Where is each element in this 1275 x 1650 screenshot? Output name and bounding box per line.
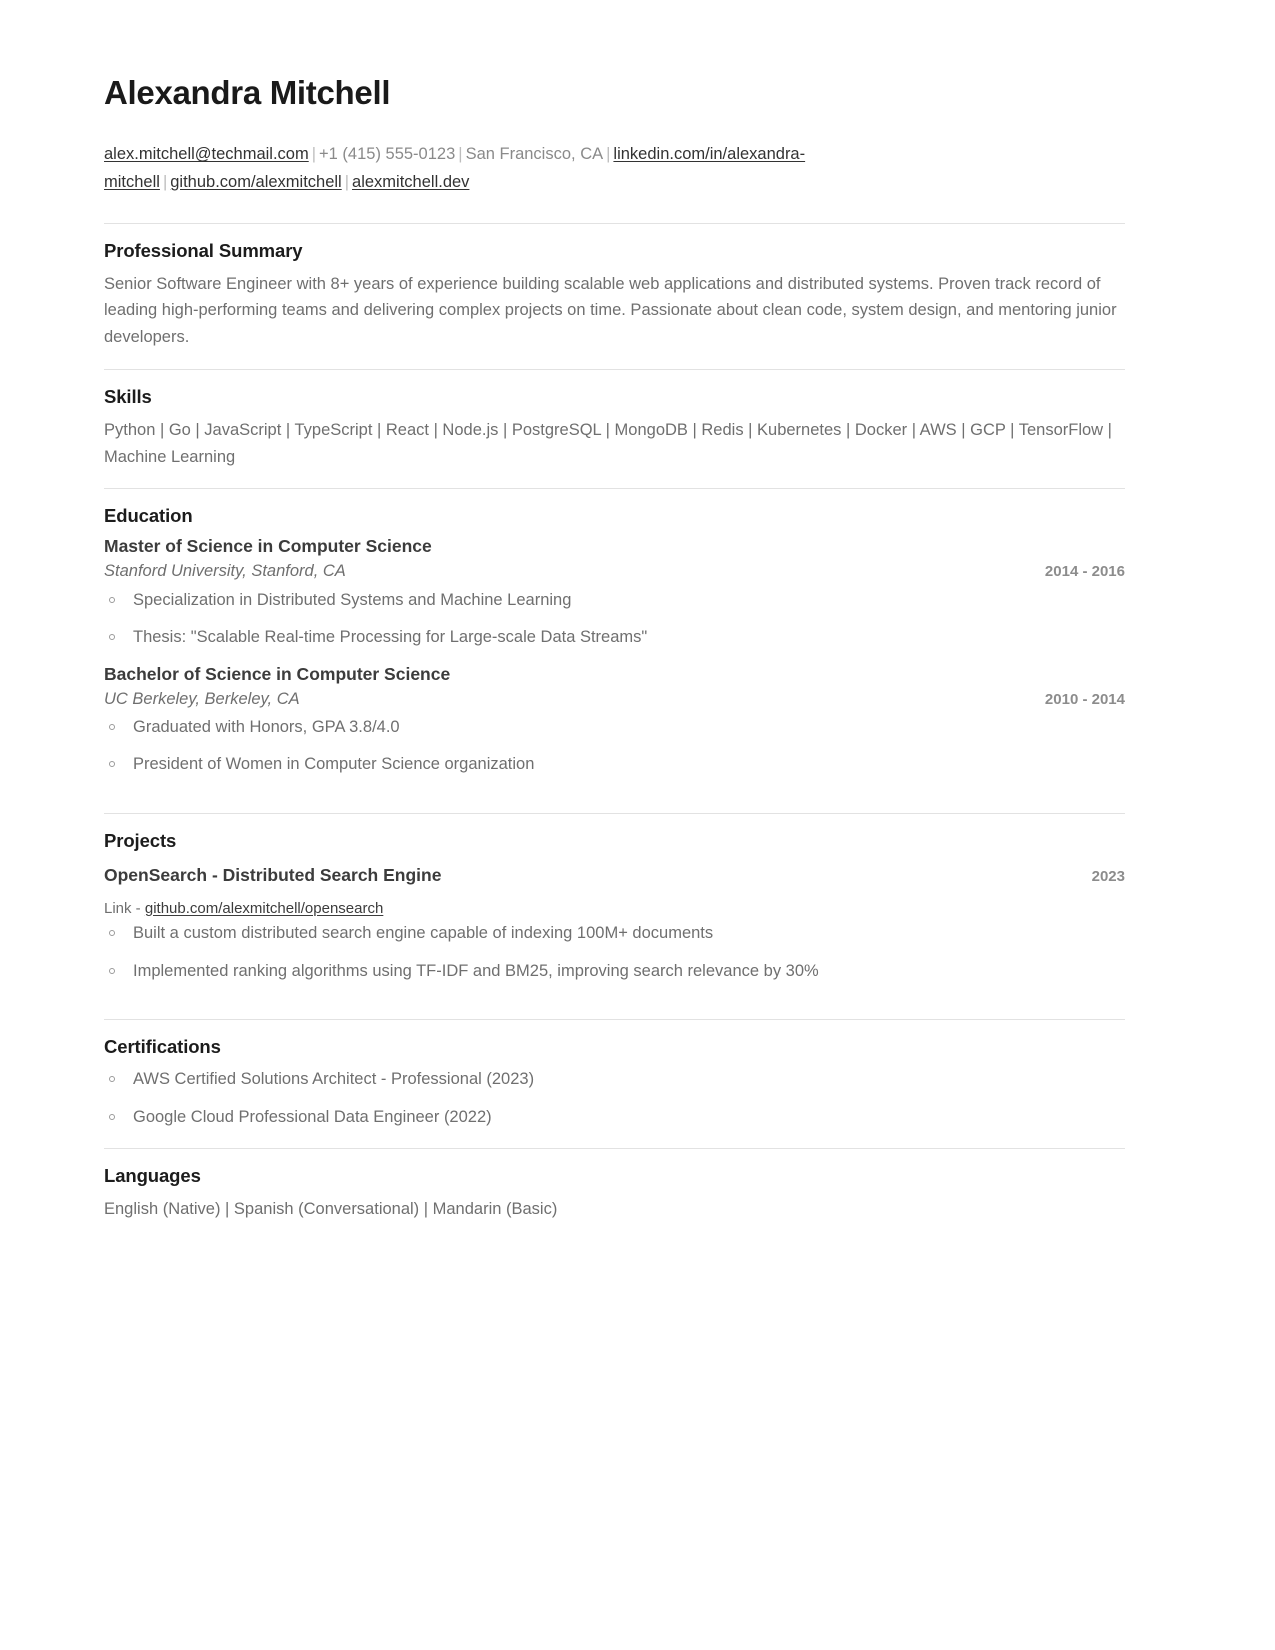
list-item: Thesis: "Scalable Real-time Processing for Large-scale Data Streams" bbox=[104, 625, 1125, 650]
project-title-row bbox=[104, 861, 1125, 892]
summary-text: Senior Software Engineer with 8+ years of experience building scalable web applications and distributed systems. Proven track record of leading high-performing teams and delivering complex projects on time. Passionate about clean code, system design, and mentoring junior developers. bbox=[104, 274, 1117, 347]
education-dates: 2010 - 2014 bbox=[1044, 690, 1125, 708]
languages-text: English (Native) | Spanish (Conversational) | Mandarin (Basic) bbox=[104, 1199, 558, 1218]
section-heading-certifications: Certifications bbox=[104, 1036, 221, 1058]
education-institution: UC Berkeley, Berkeley, CA bbox=[104, 689, 300, 708]
location-text: San Francisco, CA bbox=[465, 144, 604, 163]
contact-separator: | bbox=[311, 144, 317, 163]
section-heading-projects: Projects bbox=[104, 829, 177, 851]
contact-separator: | bbox=[458, 144, 463, 163]
list-item: Implemented ranking algorithms using TF-IDF and BM25, improving search relevance by 30% bbox=[104, 959, 1125, 984]
section-certifications bbox=[104, 1036, 1125, 1130]
education-meta-row bbox=[104, 559, 1125, 584]
section-divider bbox=[104, 1019, 1125, 1020]
section-divider bbox=[104, 488, 1125, 489]
contact-separator: | bbox=[606, 144, 611, 163]
project-bullet-list bbox=[104, 921, 1125, 984]
list-item: President of Women in Computer Science organization bbox=[104, 752, 1125, 777]
section-heading-skills: Skills bbox=[104, 385, 152, 407]
project-name: OpenSearch - Distributed Search Engine bbox=[104, 864, 442, 885]
section-professional-summary bbox=[104, 240, 1125, 351]
page-title: Alexandra Mitchell bbox=[104, 74, 391, 111]
section-divider bbox=[104, 369, 1125, 370]
website-link[interactable]: alexmitchell.dev bbox=[352, 173, 470, 192]
project-date: 2023 bbox=[1091, 867, 1125, 885]
education-bullet-list bbox=[104, 588, 1125, 650]
section-projects bbox=[104, 830, 1125, 984]
list-item: Specialization in Distributed Systems and Machine Learning bbox=[104, 588, 1125, 613]
list-item: Google Cloud Professional Data Engineer (2022) bbox=[104, 1105, 1125, 1130]
section-education bbox=[104, 505, 1125, 777]
list-item: AWS Certified Solutions Architect - Professional (2023) bbox=[104, 1067, 1125, 1092]
section-divider bbox=[104, 813, 1125, 814]
layout-spacer bbox=[104, 795, 1125, 813]
list-item: Built a custom distributed search engine capable of indexing 100M+ documents bbox=[104, 921, 1125, 946]
education-degree: Master of Science in Computer Science bbox=[104, 536, 432, 557]
project-link[interactable]: github.com/alexmitchell/opensearch bbox=[144, 899, 384, 917]
linkedin-link[interactable]: linkedin.com/in/alexandra-mitchell bbox=[104, 144, 806, 192]
section-heading-summary: Professional Summary bbox=[104, 239, 303, 261]
education-entry bbox=[104, 536, 1125, 649]
project-link-label: Link - bbox=[104, 899, 141, 917]
phone-text: +1 (415) 555-0123 bbox=[319, 144, 456, 163]
education-meta-row bbox=[104, 687, 1125, 712]
section-skills bbox=[104, 386, 1125, 470]
education-dates: 2014 - 2016 bbox=[1044, 563, 1125, 581]
project-entry bbox=[104, 861, 1125, 984]
section-divider bbox=[104, 1148, 1125, 1149]
github-link[interactable]: github.com/alexmitchell bbox=[170, 173, 342, 192]
section-heading-languages: Languages bbox=[104, 1164, 201, 1186]
education-entry bbox=[104, 664, 1125, 777]
contact-separator: | bbox=[162, 173, 168, 192]
education-degree: Bachelor of Science in Computer Science bbox=[104, 663, 451, 684]
email-link[interactable]: alex.mitchell@techmail.com bbox=[104, 144, 309, 163]
list-item: Graduated with Honors, GPA 3.8/4.0 bbox=[104, 715, 1125, 740]
education-bullet-list bbox=[104, 715, 1125, 777]
certifications-list bbox=[104, 1067, 1125, 1130]
section-divider bbox=[104, 223, 1125, 224]
education-institution: Stanford University, Stanford, CA bbox=[104, 562, 346, 581]
project-link-line bbox=[104, 900, 1125, 917]
contact-separator: | bbox=[344, 173, 350, 192]
skills-text: Python | Go | JavaScript | TypeScript | React | Node.js | PostgreSQL | MongoDB | Redis | Kubernetes | Docker | AWS | GCP | TensorFlow | Machine Learning bbox=[104, 420, 1112, 466]
contact-line bbox=[104, 140, 984, 197]
section-languages bbox=[104, 1165, 1125, 1223]
layout-spacer bbox=[104, 1001, 1125, 1019]
section-heading-education: Education bbox=[104, 505, 193, 527]
